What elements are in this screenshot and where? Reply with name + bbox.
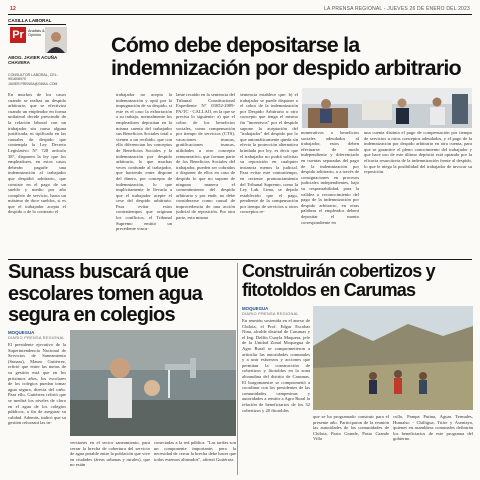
article3-byline: DIARIO PRENSA REGIONAL [242, 312, 299, 316]
article1-column-4: sentencia establece que: b) el trabajador se puede disponer o el cobro de la indemnización por Despido Arbitrario u otro concepto que tenga el mismo fin "incentivos" por el despido supone la aceptación del "trabajador" del despido por lo que automáticamente queda sin efecto la protección alternativa brindada por ley, es decir que el trabajador no podrá solicitar su reposición en cualquier instancia menos la judicial. Para evitar este contratiempo, en reciente pronunciamiento del Tribunal Supremo, como la Ley Lab. Lima, se dejado establecido que el pago, pendiente de la compensación por tiempo de servicios u otros conceptos re- [240, 92, 298, 215]
article3-column-3: collo, Pampa Putina, Aguas Termales, Humalso - Chilligua, Titire y Asentaya, quienes en asambleas comunales definirán los beneficiarios de este programa del gobierno. [393, 414, 473, 442]
column-divider [237, 263, 238, 475]
logo-subtitle: Análisis & Opinión [28, 29, 45, 38]
landscape-photo [313, 306, 473, 410]
water-tap-photo [70, 330, 236, 436]
article2-byline: DIARIO PRENSA REGIONAL [8, 336, 65, 340]
article3-column-2: que se ha programado construir para el presente año. Participaron de la reunión las autoridades de las comunidades de Chilota, Pasto Grande, Pasto Grande Villa [313, 414, 389, 442]
section-title: CASILLA LABORAL [8, 18, 52, 23]
publication-line: LA PRENSA REGIONAL - JUEVES 26 DE ENERO DEL 2023 [324, 6, 470, 12]
article3-column-1: En reunión sostenida en el anexo de Chilota, el Prof. Edgar Escobar Nina, alcalde distrital de Carumas y el Ing. Delfín Cuayla Maquera, jefe de la Unidad Zonal Moquegua de Agro Rural se comprometieron a articular las autoridades comunales y a unir esfuerzos y acciones que permitan la construcción de cobertizos y fitotoldos en la zona altoandina del distrito de Carumas. El burgomaestre se comprometió a coordinar con los presidentes de las comunidades campesinas y autoridades a remitir a Agro Rural la relación de beneficiarios de los 32 cobertizos y 20 fitotoldos [242, 318, 310, 413]
article2-column-3: conectadas a la red pública. "Las tarifas son un componente importante; pero la necesidad de cerrar la brecha debe hacer que todos estemos alineados", afirmó Gutiérrez. [154, 440, 236, 462]
article1-column-1: En muchos de los casos cuando se realiza un despido arbitrario, que se efectiviza cuando un empleador en forma unilateral decide prescindir de la relación laboral con un trabajador sin causa alguna justificada, ni tipificada en las causales de despido que contempla la Ley Decreto Legislativo N° 728 artículo 38°, disponen la ley que los empleadores, en estos casos deberán pagarle una indemnización al trabajador que despidió arbitrario, que consiste en el pago de un sueldo y medio por año completo de servicio, hasta un máximo de doce sueldos, si es que el trabajador acepta el despido o de lo contrario el [8, 92, 66, 215]
header-rule [8, 14, 472, 15]
article2-column-1: El presidente ejecutivo de la Superintendencia Nacional de Servicios de Saneamiento (Sunass), Mauro Gutiérrez, refirió que entre las metas de su gestión está que en los próximos años, los escolares de los colegios puedan tomar agua segura, directa del caño. Para ello, Gutiérrez refirió que se medirá los niveles de cloro en el agua de los colegios públicos, a fin de asegurar su calidad. Además, indicó que su gestión reforzará las in- [8, 342, 66, 426]
article2-headline: Sunass buscará que escolares tomen agua segura en colegios [8, 261, 203, 326]
pr-logo: Pr [10, 27, 26, 43]
article1-headline: Cómo debe depositarse la indemnización por despido arbitrario [111, 33, 461, 80]
article2-location: MOQUEGUA [8, 330, 35, 335]
article2-column-2: versiones en el sector saneamiento, para cerrar la brecha de cobertura del servicio de agua potable entre la población que vive en ciudades (áreas urbanas y rurales), que no están [70, 440, 150, 468]
article3-headline: Construirán cobertizos y fitotoldos en Carumas [242, 261, 435, 300]
office-photo [302, 88, 472, 128]
article1-column-5: numerativos o beneficios sociales adeudados al trabajador, estos deben efectuarse de modo independiente y diferenciado en cuentas separadas del pago de la indemnización por despido arbitrario, o a través de consignaciones en procesos judiciales independientes, bajo su responsabilidad, para la validez o reconocimiento del pago de la indemnización por despido arbitrario, en otras palabras el empleador deberá depositar el monto correspondiente en [301, 130, 359, 225]
article1-column-2: trabajador no acepta la indemnización y optó por la impugnación de su despido, si este es el caso la exhortación a su trabajo, normalmente los empleadores depositan en la misma cuenta del trabajador sus Beneficios Sociales total o vienen a un recibido, que con ello diferencian los conceptos de Beneficios Sociales y la indemnización por despido arbitrario, lo que muchas veces confunde al trabajador, que haciendo entre dispone del dinero, por concepto de indemnización, lo que implícitamente le llevaría a que el trabajador acepte el cese del despido arbitrario. Para evitar estos contratiempos que originan los conflictos, el Tribunal Supremo emitió un precedente vincu- [116, 92, 172, 232]
section-divider [8, 259, 472, 260]
article1-column-6: una cuenta distinta el pago de compensación por tiempo de servicios u otros conceptos adeudados, y el pago de la indemnización por despido arbitrario en otra cuenta, para que se garantice el pleno conocimiento del trabajador y que hace uso de este último depósito está optando por la eficacia resarcitoria de la indemnización frente al despido, lo que le niega la posibilidad del trabajador de invocar su reposición. [364, 130, 472, 175]
author-photo [45, 27, 67, 53]
article1-column-3: lante recaído en la sentencia del Tribunal Constitucional Expediente N° 03052-2009-PA/TC - CALLAO, en la que se precisa lo siguiente: a) que el cobro de los beneficios sociales, como compensación por tiempo de servicios (CTS), vacaciones truncas, gratificaciones truncas, utilidades u otro concepto remunerativo, que forman parte de los Beneficios Sociales del trabajador, pueden ser cobrados o disponer de ellos en caso de despido lo que no supone de ninguna manera el consentimiento del despido arbitrario y por ende, no debe considerarse como causal de improcedencia de una acción judicial de reposición. Por otra parte, esta misma [176, 92, 235, 221]
author-name: ABOG. JAVIER ACUÑA CHAVERA [8, 55, 58, 66]
article3-location: MOQUEGUA [242, 306, 269, 311]
author-email: JAVIER.PRENSA@GMAIL.COM [8, 82, 58, 86]
page-number: 12 [10, 6, 16, 12]
author-role: CONSULTOR LABORAL, CEL: 951606970 [8, 73, 58, 82]
